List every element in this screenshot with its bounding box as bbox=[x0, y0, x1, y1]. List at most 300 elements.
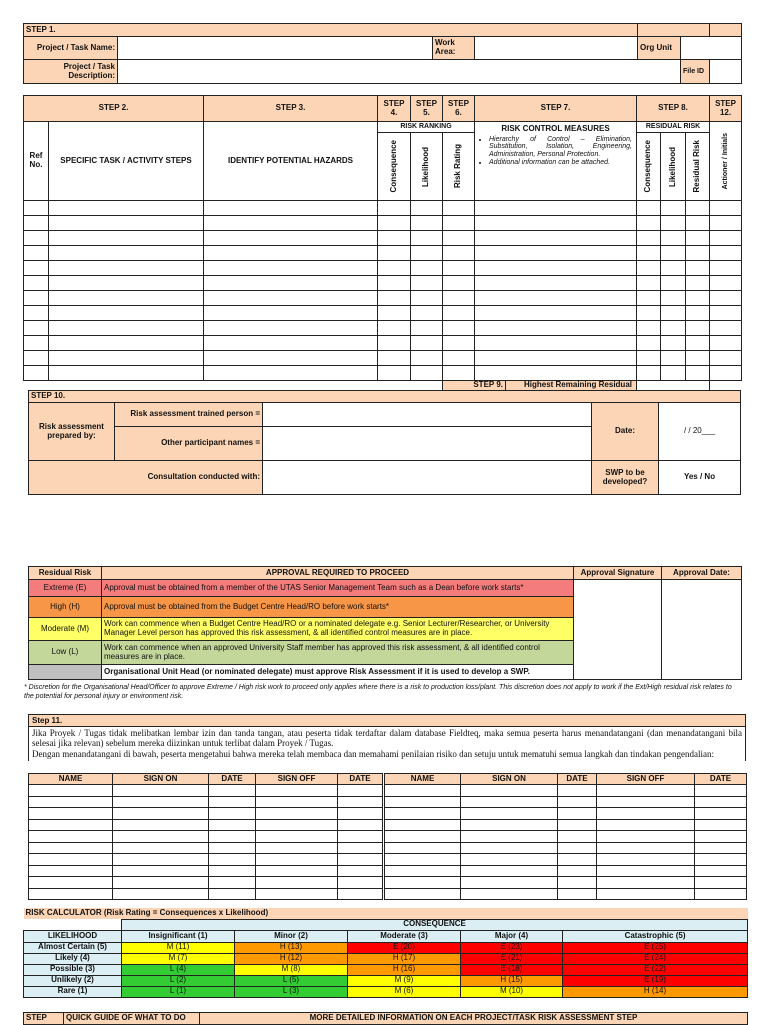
sign-cell[interactable] bbox=[113, 888, 209, 900]
risk-cell[interactable] bbox=[24, 276, 49, 291]
sign-cell[interactable] bbox=[384, 785, 461, 797]
risk-cell[interactable] bbox=[49, 276, 204, 291]
sign-cell[interactable] bbox=[558, 842, 597, 854]
sign-cell[interactable] bbox=[384, 842, 461, 854]
sign-cell[interactable] bbox=[558, 785, 597, 797]
sign-cell[interactable] bbox=[558, 888, 597, 900]
risk-cell[interactable] bbox=[475, 261, 637, 276]
risk-cell[interactable] bbox=[411, 351, 443, 366]
consequence-column-header: Catastrophic (5) bbox=[563, 930, 748, 942]
risk-cell[interactable] bbox=[710, 216, 742, 231]
risk-cell[interactable] bbox=[661, 276, 686, 291]
risk-cell[interactable] bbox=[475, 276, 637, 291]
sign-cell[interactable] bbox=[209, 865, 256, 877]
risk-cell[interactable] bbox=[378, 231, 411, 246]
file-id-field[interactable] bbox=[710, 60, 742, 84]
work-area-field[interactable] bbox=[475, 37, 638, 60]
sign-cell[interactable] bbox=[461, 796, 558, 808]
risk-cell[interactable] bbox=[443, 291, 475, 306]
risk-cell[interactable] bbox=[686, 336, 710, 351]
risk-cell[interactable] bbox=[475, 321, 637, 336]
risk-cell[interactable] bbox=[204, 351, 378, 366]
risk-cell[interactable] bbox=[443, 276, 475, 291]
risk-cell[interactable] bbox=[378, 291, 411, 306]
risk-cell[interactable] bbox=[204, 291, 378, 306]
sign-cell[interactable] bbox=[338, 808, 384, 820]
risk-cell[interactable] bbox=[204, 246, 378, 261]
sign-cell[interactable] bbox=[29, 865, 113, 877]
sign-row bbox=[29, 808, 747, 820]
risk-cell[interactable] bbox=[443, 321, 475, 336]
sign-cell[interactable] bbox=[384, 877, 461, 889]
sign-row bbox=[29, 854, 747, 866]
risk-cell[interactable] bbox=[49, 291, 204, 306]
likelihood-label: Unlikely (2) bbox=[24, 975, 122, 986]
risk-cell[interactable] bbox=[661, 201, 686, 216]
sign-cell[interactable] bbox=[384, 888, 461, 900]
sign-cell[interactable] bbox=[461, 785, 558, 797]
risk-cell[interactable] bbox=[204, 201, 378, 216]
sign-column-header: SIGN OFF bbox=[256, 774, 338, 785]
risk-cell[interactable] bbox=[24, 231, 49, 246]
sign-cell[interactable] bbox=[29, 785, 113, 797]
risk-cell[interactable] bbox=[443, 246, 475, 261]
risk-cell[interactable] bbox=[710, 291, 742, 306]
moderate-level: Moderate (M) bbox=[29, 618, 102, 641]
sign-cell[interactable] bbox=[695, 819, 747, 831]
risk-cell[interactable] bbox=[686, 276, 710, 291]
consequence-column-header: Major (4) bbox=[461, 930, 563, 942]
risk-cell[interactable] bbox=[204, 216, 378, 231]
sign-cell[interactable] bbox=[256, 831, 338, 843]
sign-cell[interactable] bbox=[338, 796, 384, 808]
risk-row bbox=[24, 231, 742, 246]
sign-cell[interactable] bbox=[597, 842, 695, 854]
risk-cell[interactable] bbox=[637, 366, 661, 381]
sign-row bbox=[29, 877, 747, 889]
risk-cell[interactable] bbox=[443, 366, 475, 381]
risk-cell[interactable] bbox=[637, 216, 661, 231]
risk-cell[interactable] bbox=[475, 246, 637, 261]
risk-rating-cell: L (3) bbox=[235, 986, 348, 997]
approval-signature-field[interactable] bbox=[574, 580, 662, 680]
risk-cell[interactable] bbox=[24, 291, 49, 306]
risk-cell[interactable] bbox=[475, 351, 637, 366]
footer-more-info: MORE DETAILED INFORMATION ON EACH PROJECT/TASK RISK ASSESSMENT STEP bbox=[200, 1013, 748, 1025]
risk-cell[interactable] bbox=[49, 336, 204, 351]
calculator-header-row bbox=[24, 930, 748, 942]
risk-cell[interactable] bbox=[637, 246, 661, 261]
risk-cell[interactable] bbox=[443, 336, 475, 351]
risk-row bbox=[24, 351, 742, 366]
approval-date-field[interactable] bbox=[662, 580, 742, 680]
risk-cell[interactable] bbox=[637, 306, 661, 321]
sign-cell[interactable] bbox=[558, 819, 597, 831]
likelihood-label: Rare (1) bbox=[24, 986, 122, 997]
risk-cell[interactable] bbox=[443, 216, 475, 231]
risk-cell[interactable] bbox=[204, 231, 378, 246]
sign-cell[interactable] bbox=[209, 877, 256, 889]
risk-control-header bbox=[475, 122, 637, 201]
step11-paragraph-1: Jika Proyek / Tugas tidak melibatkan lembar izin dan tanda tangan, atau peserta tidak terdaftar dalam database Fieldteq, maka semua peserta harus menandatangani (dan menandatangani bila selesai jika relevan) sebelum mereka diizinkan untuk terlibat dalam Proyek / Tugas. bbox=[32, 728, 742, 749]
sign-row bbox=[29, 785, 747, 797]
risk-rating-cell: M (8) bbox=[235, 964, 348, 975]
risk-cell[interactable] bbox=[378, 351, 411, 366]
risk-cell[interactable] bbox=[49, 216, 204, 231]
sign-cell[interactable] bbox=[338, 842, 384, 854]
consultation-field[interactable] bbox=[263, 461, 592, 495]
risk-cell[interactable] bbox=[661, 231, 686, 246]
sign-cell[interactable] bbox=[256, 888, 338, 900]
sign-cell[interactable] bbox=[209, 785, 256, 797]
sign-cell[interactable] bbox=[695, 842, 747, 854]
sign-cell[interactable] bbox=[113, 865, 209, 877]
sign-cell[interactable] bbox=[597, 865, 695, 877]
sign-row bbox=[29, 796, 747, 808]
risk-cell[interactable] bbox=[686, 246, 710, 261]
sign-cell[interactable] bbox=[338, 785, 384, 797]
prepared-by-label: Risk assessment prepared by: bbox=[29, 403, 115, 461]
risk-cell[interactable] bbox=[204, 336, 378, 351]
risk-cell[interactable] bbox=[49, 246, 204, 261]
sign-cell[interactable] bbox=[256, 796, 338, 808]
sign-cell[interactable] bbox=[256, 808, 338, 820]
risk-cell[interactable] bbox=[378, 246, 411, 261]
file-id-label: File ID bbox=[681, 60, 710, 84]
sign-cell[interactable] bbox=[558, 877, 597, 889]
sign-column-header: NAME bbox=[384, 774, 461, 785]
project-name-field[interactable] bbox=[118, 37, 433, 60]
sign-cell[interactable] bbox=[338, 888, 384, 900]
sign-cell[interactable] bbox=[695, 854, 747, 866]
sign-cell[interactable] bbox=[209, 831, 256, 843]
sign-cell[interactable] bbox=[695, 877, 747, 889]
sign-cell[interactable] bbox=[338, 865, 384, 877]
risk-cell[interactable] bbox=[661, 216, 686, 231]
sign-cell[interactable] bbox=[209, 819, 256, 831]
risk-cell[interactable] bbox=[411, 276, 443, 291]
sign-cell[interactable] bbox=[113, 854, 209, 866]
risk-cell[interactable] bbox=[686, 321, 710, 336]
risk-cell[interactable] bbox=[24, 246, 49, 261]
risk-cell[interactable] bbox=[378, 336, 411, 351]
sign-cell[interactable] bbox=[256, 865, 338, 877]
risk-cell[interactable] bbox=[686, 231, 710, 246]
sign-cell[interactable] bbox=[461, 831, 558, 843]
sign-cell[interactable] bbox=[597, 785, 695, 797]
calculator-row bbox=[24, 953, 748, 964]
sign-cell[interactable] bbox=[461, 842, 558, 854]
sign-cell[interactable] bbox=[256, 819, 338, 831]
sign-cell[interactable] bbox=[338, 819, 384, 831]
risk-cell[interactable] bbox=[661, 261, 686, 276]
sign-cell[interactable] bbox=[558, 808, 597, 820]
risk-cell[interactable] bbox=[686, 216, 710, 231]
sign-cell[interactable] bbox=[29, 842, 113, 854]
risk-cell[interactable] bbox=[475, 201, 637, 216]
risk-cell[interactable] bbox=[378, 216, 411, 231]
sign-row bbox=[29, 819, 747, 831]
sign-cell[interactable] bbox=[461, 877, 558, 889]
sign-cell[interactable] bbox=[384, 854, 461, 866]
risk-cell[interactable] bbox=[49, 261, 204, 276]
risk-rating-cell: E (20) bbox=[348, 942, 461, 953]
sign-cell[interactable] bbox=[113, 796, 209, 808]
sign-cell[interactable] bbox=[695, 888, 747, 900]
consequence-title: CONSEQUENCE bbox=[122, 919, 748, 930]
sign-cell[interactable] bbox=[29, 819, 113, 831]
risk-cell[interactable] bbox=[661, 321, 686, 336]
risk-cell[interactable] bbox=[475, 336, 637, 351]
sign-cell[interactable] bbox=[597, 854, 695, 866]
step1-table bbox=[23, 23, 742, 84]
sign-cell[interactable] bbox=[384, 796, 461, 808]
sign-cell[interactable] bbox=[597, 877, 695, 889]
risk-cell[interactable] bbox=[443, 351, 475, 366]
risk-cell[interactable] bbox=[24, 336, 49, 351]
risk-cell[interactable] bbox=[49, 366, 204, 381]
risk-cell[interactable] bbox=[661, 306, 686, 321]
sign-cell[interactable] bbox=[695, 796, 747, 808]
risk-cell[interactable] bbox=[637, 201, 661, 216]
risk-cell[interactable] bbox=[378, 321, 411, 336]
sign-cell[interactable] bbox=[695, 831, 747, 843]
risk-cell[interactable] bbox=[637, 276, 661, 291]
risk-cell[interactable] bbox=[411, 336, 443, 351]
risk-cell[interactable] bbox=[24, 261, 49, 276]
risk-cell[interactable] bbox=[661, 291, 686, 306]
sign-cell[interactable] bbox=[558, 831, 597, 843]
sign-cell[interactable] bbox=[209, 854, 256, 866]
sign-cell[interactable] bbox=[29, 877, 113, 889]
risk-cell[interactable] bbox=[204, 261, 378, 276]
risk-cell[interactable] bbox=[686, 366, 710, 381]
sign-cell[interactable] bbox=[209, 796, 256, 808]
sign-cell[interactable] bbox=[597, 831, 695, 843]
sign-cell[interactable] bbox=[113, 842, 209, 854]
risk-cell[interactable] bbox=[24, 366, 49, 381]
sign-cell[interactable] bbox=[29, 831, 113, 843]
sign-cell[interactable] bbox=[209, 888, 256, 900]
calculator-row bbox=[24, 975, 748, 986]
sign-cell[interactable] bbox=[338, 831, 384, 843]
risk-cell[interactable] bbox=[710, 306, 742, 321]
risk-cell[interactable] bbox=[710, 276, 742, 291]
risk-cell[interactable] bbox=[411, 201, 443, 216]
sign-cell[interactable] bbox=[461, 808, 558, 820]
risk-rating-cell: H (13) bbox=[235, 942, 348, 953]
project-name-label: Project / Task Name: bbox=[24, 37, 118, 60]
risk-cell[interactable] bbox=[204, 366, 378, 381]
sign-header-row bbox=[29, 774, 747, 785]
risk-cell[interactable] bbox=[49, 201, 204, 216]
project-desc-field[interactable] bbox=[118, 60, 681, 84]
risk-cell[interactable] bbox=[24, 351, 49, 366]
risk-cell[interactable] bbox=[411, 366, 443, 381]
sign-cell[interactable] bbox=[256, 842, 338, 854]
risk-cell[interactable] bbox=[204, 306, 378, 321]
swp-level bbox=[29, 665, 102, 680]
sign-cell[interactable] bbox=[338, 854, 384, 866]
risk-cell[interactable] bbox=[49, 351, 204, 366]
risk-cell[interactable] bbox=[637, 261, 661, 276]
sign-cell[interactable] bbox=[209, 808, 256, 820]
sign-cell[interactable] bbox=[461, 865, 558, 877]
sign-cell[interactable] bbox=[29, 796, 113, 808]
sign-cell[interactable] bbox=[256, 854, 338, 866]
risk-cell[interactable] bbox=[378, 261, 411, 276]
risk-cell[interactable] bbox=[475, 216, 637, 231]
sign-cell[interactable] bbox=[597, 819, 695, 831]
sign-row bbox=[29, 888, 747, 900]
risk-cell[interactable] bbox=[378, 276, 411, 291]
risk-cell[interactable] bbox=[637, 351, 661, 366]
risk-cell[interactable] bbox=[661, 246, 686, 261]
risk-cell[interactable] bbox=[24, 306, 49, 321]
risk-rating-cell: L (5) bbox=[235, 975, 348, 986]
sign-cell[interactable] bbox=[256, 877, 338, 889]
sign-cell[interactable] bbox=[558, 854, 597, 866]
risk-rating-cell: M (7) bbox=[122, 953, 235, 964]
risk-cell[interactable] bbox=[686, 261, 710, 276]
risk-cell[interactable] bbox=[443, 231, 475, 246]
risk-row bbox=[24, 246, 742, 261]
risk-cell[interactable] bbox=[411, 231, 443, 246]
org-unit-field[interactable] bbox=[681, 37, 742, 60]
risk-cell[interactable] bbox=[475, 231, 637, 246]
risk-cell[interactable] bbox=[411, 246, 443, 261]
risk-cell[interactable] bbox=[710, 321, 742, 336]
risk-cell[interactable] bbox=[686, 291, 710, 306]
sign-cell[interactable] bbox=[29, 854, 113, 866]
sign-cell[interactable] bbox=[558, 865, 597, 877]
sign-cell[interactable] bbox=[384, 831, 461, 843]
sign-cell[interactable] bbox=[384, 819, 461, 831]
risk-cell[interactable] bbox=[637, 321, 661, 336]
risk-cell[interactable] bbox=[661, 336, 686, 351]
residual-risk-col-title: Residual Risk bbox=[29, 567, 102, 580]
risk-cell[interactable] bbox=[49, 231, 204, 246]
trained-person-field[interactable] bbox=[263, 403, 592, 427]
risk-cell[interactable] bbox=[637, 291, 661, 306]
sign-cell[interactable] bbox=[558, 796, 597, 808]
risk-row bbox=[24, 291, 742, 306]
risk-cell[interactable] bbox=[710, 366, 742, 381]
risk-cell[interactable] bbox=[637, 336, 661, 351]
risk-cell[interactable] bbox=[443, 306, 475, 321]
risk-cell[interactable] bbox=[411, 306, 443, 321]
other-participants-field[interactable] bbox=[263, 427, 592, 461]
sign-cell[interactable] bbox=[461, 819, 558, 831]
sign-cell[interactable] bbox=[209, 842, 256, 854]
sign-cell[interactable] bbox=[384, 808, 461, 820]
approval-required-title: APPROVAL REQUIRED TO PROCEED bbox=[102, 567, 574, 580]
sign-cell[interactable] bbox=[597, 888, 695, 900]
moderate-text: Work can commence when a Budget Centre Head/RO or a nominated delegate e.g. Senior Lecturer/Researcher, or University Manager Level person has approved this risk assessment, & all identified control measures are in place. bbox=[102, 618, 574, 641]
step1-heading: STEP 1. bbox=[24, 24, 638, 37]
sign-cell[interactable] bbox=[461, 888, 558, 900]
risk-cell[interactable] bbox=[710, 261, 742, 276]
risk-cell[interactable] bbox=[24, 201, 49, 216]
risk-cell[interactable] bbox=[637, 231, 661, 246]
risk-cell[interactable] bbox=[475, 306, 637, 321]
risk-cell[interactable] bbox=[411, 291, 443, 306]
risk-control-title: RISK CONTROL MEASURES bbox=[501, 124, 610, 133]
sign-cell[interactable] bbox=[29, 888, 113, 900]
risk-cell[interactable] bbox=[443, 201, 475, 216]
risk-cell[interactable] bbox=[378, 366, 411, 381]
swp-yes-no[interactable]: Yes / No bbox=[659, 461, 741, 495]
risk-cell[interactable] bbox=[204, 276, 378, 291]
risk-cell[interactable] bbox=[661, 366, 686, 381]
residual-consequence-header: Consequence bbox=[643, 140, 653, 193]
risk-cell[interactable] bbox=[411, 321, 443, 336]
sign-cell[interactable] bbox=[113, 877, 209, 889]
high-text: Approval must be obtained from the Budget Centre Head/RO before work starts* bbox=[102, 597, 574, 618]
risk-cell[interactable] bbox=[378, 306, 411, 321]
sign-cell[interactable] bbox=[597, 796, 695, 808]
risk-cell[interactable] bbox=[443, 261, 475, 276]
sign-cell[interactable] bbox=[113, 831, 209, 843]
risk-cell[interactable] bbox=[475, 366, 637, 381]
trained-person-label: Risk assessment trained person = bbox=[115, 403, 263, 427]
sign-cell[interactable] bbox=[597, 808, 695, 820]
risk-cell[interactable] bbox=[710, 246, 742, 261]
risk-row bbox=[24, 276, 742, 291]
sign-cell[interactable] bbox=[695, 865, 747, 877]
sign-cell[interactable] bbox=[113, 819, 209, 831]
sign-cell[interactable] bbox=[338, 877, 384, 889]
risk-cell[interactable] bbox=[661, 351, 686, 366]
sign-cell[interactable] bbox=[256, 785, 338, 797]
sign-cell[interactable] bbox=[113, 785, 209, 797]
risk-cell[interactable] bbox=[24, 216, 49, 231]
risk-cell[interactable] bbox=[49, 306, 204, 321]
sign-table bbox=[28, 773, 747, 900]
risk-cell[interactable] bbox=[710, 351, 742, 366]
sign-cell[interactable] bbox=[695, 808, 747, 820]
risk-cell[interactable] bbox=[24, 321, 49, 336]
risk-cell[interactable] bbox=[204, 321, 378, 336]
risk-assessment-table bbox=[23, 95, 742, 400]
risk-cell[interactable] bbox=[710, 336, 742, 351]
consequence-header: Consequence bbox=[388, 140, 398, 193]
sign-cell[interactable] bbox=[695, 785, 747, 797]
risk-rating-cell: M (10) bbox=[461, 986, 563, 997]
calculator-rows bbox=[24, 942, 748, 997]
risk-cell[interactable] bbox=[411, 216, 443, 231]
risk-cell[interactable] bbox=[686, 201, 710, 216]
risk-cell[interactable] bbox=[710, 231, 742, 246]
sign-cell[interactable] bbox=[384, 865, 461, 877]
risk-cell[interactable] bbox=[475, 291, 637, 306]
risk-rating-cell: E (22) bbox=[563, 964, 748, 975]
risk-cell[interactable] bbox=[49, 321, 204, 336]
risk-cell[interactable] bbox=[686, 351, 710, 366]
sign-cell[interactable] bbox=[461, 854, 558, 866]
risk-cell[interactable] bbox=[411, 261, 443, 276]
sign-column-header: DATE bbox=[558, 774, 597, 785]
risk-cell[interactable] bbox=[378, 201, 411, 216]
risk-cell[interactable] bbox=[686, 306, 710, 321]
date-field[interactable]: / / 20___ bbox=[659, 403, 741, 461]
risk-cell[interactable] bbox=[710, 201, 742, 216]
specific-task-header: SPECIFIC TASK / ACTIVITY STEPS bbox=[49, 122, 204, 201]
approval-footnote: * Discretion for the Organisational Head/Officer to approve Extreme / High risk work to proceed only applies where there is a risk to production loss/plant. This discretion does not apply to work if the Ext/High residual risk relates to the potential for personal injury or environment risk. bbox=[24, 684, 732, 701]
project-desc-label: Project / Task Description: bbox=[24, 60, 118, 84]
sign-cell[interactable] bbox=[113, 808, 209, 820]
sign-cell[interactable] bbox=[29, 808, 113, 820]
